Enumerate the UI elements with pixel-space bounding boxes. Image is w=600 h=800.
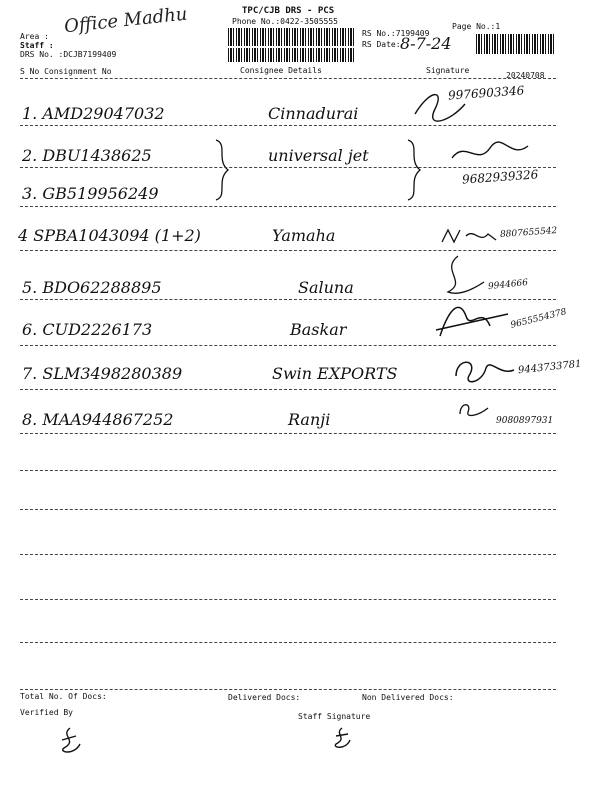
row-divider [20, 642, 556, 643]
header-divider [20, 78, 556, 79]
row-divider [20, 689, 556, 690]
area-staff-handwritten: Office Madhu [63, 3, 189, 38]
phone-number: Phone No.:0422-3505555 [232, 17, 338, 26]
row-divider [20, 509, 556, 510]
consignee-phone: 9443733781 [517, 358, 583, 377]
consignee-phone: 8807655542 [499, 226, 558, 240]
row-divider [20, 433, 556, 434]
consignee-phone: 9682939326 [461, 167, 539, 187]
consignment-number: 1. AMD29047032 [22, 104, 165, 123]
total-docs-label: Total No. Of Docs: [20, 692, 107, 701]
column-header-consignment: S No Consignment No [20, 67, 112, 76]
staff-label: Staff : [20, 41, 54, 50]
signature-mark [452, 354, 518, 386]
consignment-number: 2. DBU1438625 [22, 146, 152, 165]
consignment-number: 5. BDO62288895 [22, 278, 162, 297]
non-delivered-docs-label: Non Delivered Docs: [362, 693, 454, 702]
consignment-number: 7. SLM3498280389 [22, 364, 183, 383]
consignment-number: 8. MAA944867252 [22, 410, 174, 429]
row-divider [20, 470, 556, 471]
rs-date-handwritten: 8-7-24 [400, 34, 452, 53]
brace-right [404, 138, 424, 202]
signature-mark [438, 252, 488, 298]
page-number: Page No.:1 [452, 22, 501, 31]
signature-mark [440, 226, 500, 248]
row-divider [20, 345, 556, 346]
row-divider [20, 167, 556, 168]
consignee-name: Baskar [290, 320, 347, 339]
signature-mark [410, 84, 470, 124]
column-header-signature: Signature [426, 66, 470, 75]
brace-left [212, 138, 232, 202]
consignee-phone: 9944666 [487, 277, 529, 293]
consignee-name: universal jet [268, 146, 369, 165]
row-divider [20, 125, 556, 126]
row-divider [20, 554, 556, 555]
date-code: 20240708 [506, 71, 545, 80]
barcode-drs [228, 28, 356, 46]
row-divider [20, 599, 556, 600]
signature-mark [450, 138, 530, 168]
consignment-number: 4 SPBA1043094 (1+2) [18, 226, 201, 245]
signature-mark [430, 296, 510, 346]
rs-number: RS No.:7199409 [362, 29, 430, 38]
area-label: Area : [20, 32, 49, 41]
consignee-phone: 9080897931 [496, 416, 554, 426]
consignment-number: 6. CUD2226173 [22, 320, 153, 339]
consignee-phone: 9655554378 [509, 307, 568, 331]
document-title: TPC/CJB DRS - PCS [242, 6, 335, 16]
column-header-consignee: Consignee Details [240, 66, 322, 75]
consignee-name: Saluna [298, 278, 354, 297]
consignee-phone: 9976903346 [447, 83, 525, 103]
row-divider [20, 250, 556, 251]
rs-date-label: RS Date: [362, 40, 401, 49]
consignee-name: Ranji [288, 410, 331, 429]
barcode-page [476, 34, 556, 54]
consignee-name: Yamaha [272, 226, 336, 245]
delivered-docs-label: Delivered Docs: [228, 693, 301, 702]
staff-signature-label: Staff Signature [298, 712, 371, 721]
row-divider [20, 389, 556, 390]
verified-signature-mark [54, 726, 84, 756]
row-divider [20, 206, 556, 207]
signature-mark [456, 400, 492, 420]
drs-number: DRS No. :DCJB7199409 [20, 50, 117, 59]
verified-by-label: Verified By [20, 708, 73, 717]
consignee-name: Swin EXPORTS [272, 364, 398, 383]
consignment-number: 3. GB519956249 [22, 184, 159, 203]
barcode-rs [228, 48, 356, 62]
staff-signature-mark [330, 726, 354, 750]
consignee-name: Cinnadurai [268, 104, 359, 123]
